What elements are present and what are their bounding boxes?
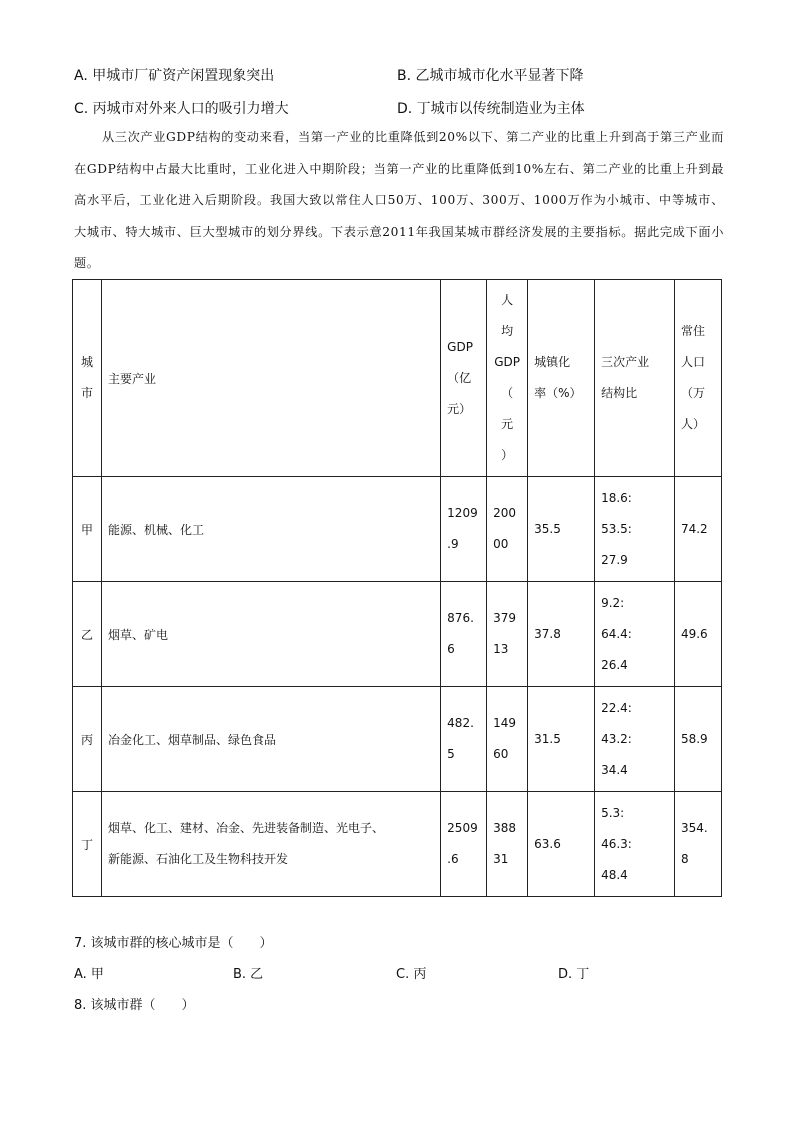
population-cell: 49.6 (674, 582, 721, 687)
header-population: 常住 人口 （万 人） (674, 280, 721, 477)
city-cell: 丁 (73, 792, 102, 897)
industry-cell: 能源、机械、化工 (101, 477, 440, 582)
q7-option-c[interactable]: C. 丙 (396, 967, 427, 982)
structure-cell: 22.4: 43.2: 34.4 (595, 687, 675, 792)
gdp-cell: 482. 5 (441, 687, 487, 792)
table-row (73, 477, 722, 582)
per-capita-cell: 200 00 (487, 477, 528, 582)
header-structure: 三次产业 结构比 (595, 280, 675, 477)
table-row (73, 582, 722, 687)
gdp-cell: 1209 .9 (441, 477, 487, 582)
city-cell: 乙 (73, 582, 102, 687)
header-city: 城 市 (73, 280, 102, 477)
city-cell: 丙 (73, 687, 102, 792)
table-row (73, 792, 722, 897)
gdp-cell: 2509 .6 (441, 792, 487, 897)
structure-cell: 5.3: 46.3: 48.4 (595, 792, 675, 897)
q7-option-b[interactable]: B. 乙 (233, 967, 264, 982)
table-header-row (73, 280, 722, 477)
city-indicator-table (72, 279, 722, 897)
header-gdp: GDP （亿 元） (441, 280, 487, 477)
industry-cell: 烟草、矿电 (101, 582, 440, 687)
urbanization-cell: 37.8 (528, 582, 595, 687)
industry-cell: 冶金化工、烟草制品、绿色食品 (101, 687, 440, 792)
per-capita-cell: 379 13 (487, 582, 528, 687)
header-urbanization: 城镇化 率（%） (528, 280, 595, 477)
header-per-capita-gdp: 人 均 GDP （ 元 ） (487, 280, 528, 477)
per-capita-cell: 149 60 (487, 687, 528, 792)
population-cell: 354. 8 (674, 792, 721, 897)
urbanization-cell: 31.5 (528, 687, 595, 792)
structure-cell: 9.2: 64.4: 26.4 (595, 582, 675, 687)
population-cell: 74.2 (674, 477, 721, 582)
per-capita-cell: 388 31 (487, 792, 528, 897)
population-cell: 58.9 (674, 687, 721, 792)
urbanization-cell: 63.6 (528, 792, 595, 897)
prev-option-c[interactable]: C. 丙城市对外来人口的吸引力增大 (74, 101, 289, 117)
city-cell: 甲 (73, 477, 102, 582)
question-8-stem: 8. 该城市群（ ） (74, 998, 195, 1013)
q7-option-a[interactable]: A. 甲 (74, 967, 104, 982)
urbanization-cell: 35.5 (528, 477, 595, 582)
industry-cell: 烟草、化工、建材、冶金、先进装备制造、光电子、 新能源、石油化工及生物科技开发 (101, 792, 440, 897)
q7-option-d[interactable]: D. 丁 (558, 967, 590, 982)
question-7-stem: 7. 该城市群的核心城市是（ ） (74, 936, 273, 951)
gdp-cell: 876. 6 (441, 582, 487, 687)
prev-option-d[interactable]: D. 丁城市以传统制造业为主体 (397, 101, 585, 117)
prev-option-b[interactable]: B. 乙城市城市化水平显著下降 (397, 68, 584, 84)
header-industry: 主要产业 (101, 280, 440, 477)
structure-cell: 18.6: 53.5: 27.9 (595, 477, 675, 582)
table-row (73, 687, 722, 792)
prev-option-a[interactable]: A. 甲城市厂矿资产闲置现象突出 (74, 68, 275, 84)
passage-text: 从三次产业GDP结构的变动来看，当第一产业的比重降低到20%以下、第二产业的比重上升到高于第三产业而在GDP结构中占最大比重时，工业化进入中期阶段；当第一产业的比重降低到10%左右、第二产业的比重上升到最高水平后，工业化进入后期阶段。我国大致以常住人口50万、100万、300万、1000万作为小城市、中等城市、大城市、特大城市、巨大型城市的划分界线。下表示意2011年我国某城市群经济发展的主要指标。据此完成下面小题。 (74, 130, 724, 270)
